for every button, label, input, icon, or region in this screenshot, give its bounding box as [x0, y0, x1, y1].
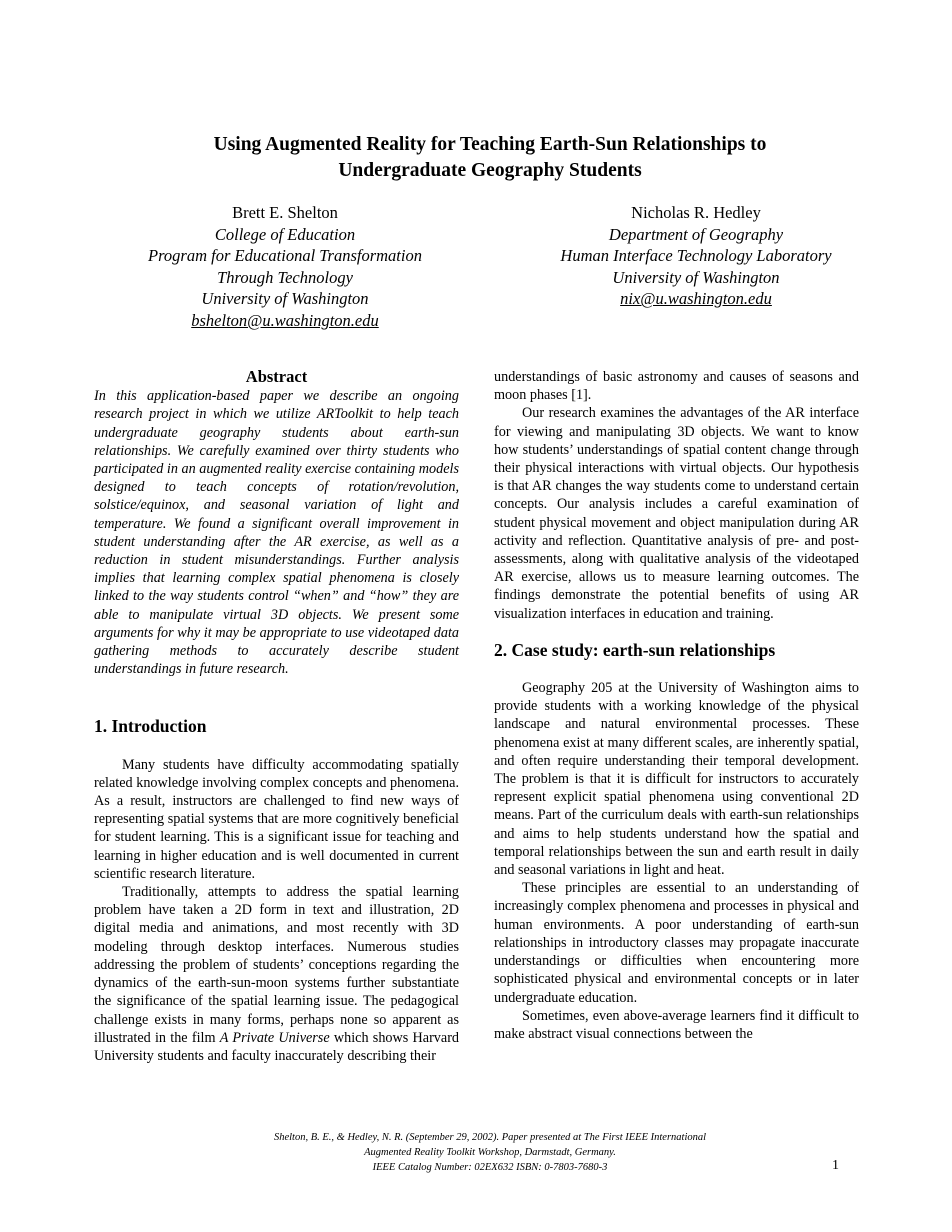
author-name: Nicholas R. Hedley	[631, 203, 761, 222]
section-heading-case-study: 2. Case study: earth-sun relationships	[494, 639, 776, 660]
author-block-1	[75, 202, 495, 332]
intro-paragraph-1: Many students have difficulty accommodating spatially related knowledge involving complex concepts and phenomena. As a result, instructors are challenged to find new ways of representing spatial systems that are more cognitively beneficial for student learning. This is a significant issue for teaching and learning in higher education and is well documented in current scientific research literature.	[94, 756, 459, 882]
abstract-text: In this application-based paper we describe an ongoing research project in which we utilize ARToolkit to help teach undergraduate geography students about earth-sun relationships. We carefully examined over thirty students who participated in an augmented reality exercise containing models designed to teach concepts of rotation/revolution, solstice/equinox, and seasonal variation of light and temperature. We found a significant overall improvement in student understanding after the AR exercise, as well as a reduction in student misunderstandings. Further analysis implies that learning complex spatial phenomena is closely linked to the way students control “when” and “how” they are able to manipulate virtual 3D objects. We present some arguments for why it may be appropriate to use videotaped data gathering methods to accurately describe student understandings in future research.	[94, 388, 459, 678]
footer-citation-line-2: Augmented Reality Toolkit Workshop, Darmstadt, Germany.	[364, 1147, 616, 1158]
research-paragraph: Our research examines the advantages of the AR interface for viewing and manipulating 3D objects. We want to know how students’ understandings of spatial content change through their physical interactions with virtual objects. Our hypothesis is that AR changes the way students come to understand certain concepts. Our analysis includes a careful examination of student physical movement and object manipulation during AR activity and reflection. Quantitative analysis of pre- and post-assessments, along with qualitative analysis of the videotaped AR exercise, allows us to measure learning outcomes. The findings demonstrate the potential benefits of using AR visualization interfaces in education and training.	[494, 405, 859, 622]
case-paragraph-1: Geography 205 at the University of Washington aims to provide students with a working knowledge of the physical landscape and natural environmental processes. These phenomena exist at many different scales, are inherently spatial, and often require understanding their temporal development. The problem is that it is difficult for instructors to accurately represent explicit spatial phenomena using conventional 2D means. Part of the curriculum deals with earth-sun relationships and aims to help students understand how the spatial and temporal relationships between the sun and earth result in daily and seasonal variations in light and heat.	[494, 680, 859, 879]
author-email-link[interactable]: nix@u.washington.edu	[620, 289, 772, 309]
title-line-1: Using Augmented Reality for Teaching Earth-Sun Relationships to	[213, 134, 767, 155]
author-affiliation: College of Education	[214, 224, 356, 244]
author-name: Brett E. Shelton	[232, 203, 338, 222]
case-paragraph-3: Sometimes, even above-average learners find it difficult to make abstract visual connections between the	[494, 1007, 859, 1042]
author-affiliation: University of Washington	[612, 267, 780, 287]
author-affiliation: Through Technology	[217, 267, 353, 287]
title-line-2: Undergraduate Geography Students	[338, 160, 642, 181]
page-footer	[120, 1130, 860, 1175]
footer-catalog-line: IEEE Catalog Number: 02EX632 ISBN: 0-7803-7680-3	[372, 1162, 608, 1173]
film-title: A Private Universe	[219, 1029, 330, 1046]
right-paragraph-continued: understandings of basic astronomy and causes of seasons and moon phases [1].	[494, 369, 859, 404]
author-affiliation: Department of Geography	[608, 224, 784, 244]
case-paragraph-2: These principles are essential to an understanding of increasingly complex phenomena and processes in physical and human environments. A poor understanding of earth-sun relationships in introductory classes may propagate inaccurate understandings or difficulties when encountering more sophisticated physical and environmental concepts or in later undergraduate education.	[494, 880, 859, 1006]
author-block-2	[486, 202, 906, 310]
author-email-link[interactable]: bshelton@u.washington.edu	[191, 310, 379, 330]
section-heading-introduction: 1. Introduction	[94, 716, 207, 737]
right-column	[494, 368, 859, 1043]
intro-paragraph-2-text-end: which shows Harvard University students and faculty inaccurately describing their	[94, 1029, 460, 1064]
intro-paragraph-2-text: Traditionally, attempts to address the spatial learning problem have taken a 2D form in text and illustration, 2D digital media and animations, and most recently with 3D modeling through desktop interfaces. Numerous studies addressing the problem of students’ conceptions regarding the dynamics of the earth-sun-moon systems further substantiate the significance of the spatial learning issue. The pedagogical challenge exists in many forms, perhaps none so apparent as illustrated in the film	[94, 884, 459, 1046]
footer-citation-line-1: Shelton, B. E., & Hedley, N. R. (September 29, 2002). Paper presented at The First IEEE International	[273, 1132, 707, 1143]
author-affiliation: Program for Educational Transformation	[148, 246, 422, 266]
intro-paragraph-2	[94, 883, 459, 1065]
abstract-heading: Abstract	[245, 367, 308, 386]
page-number: 1	[832, 1158, 839, 1173]
author-affiliation: Human Interface Technology Laboratory	[560, 246, 832, 266]
left-column	[94, 368, 459, 1065]
author-affiliation: University of Washington	[201, 289, 369, 309]
paper-title	[120, 132, 860, 184]
